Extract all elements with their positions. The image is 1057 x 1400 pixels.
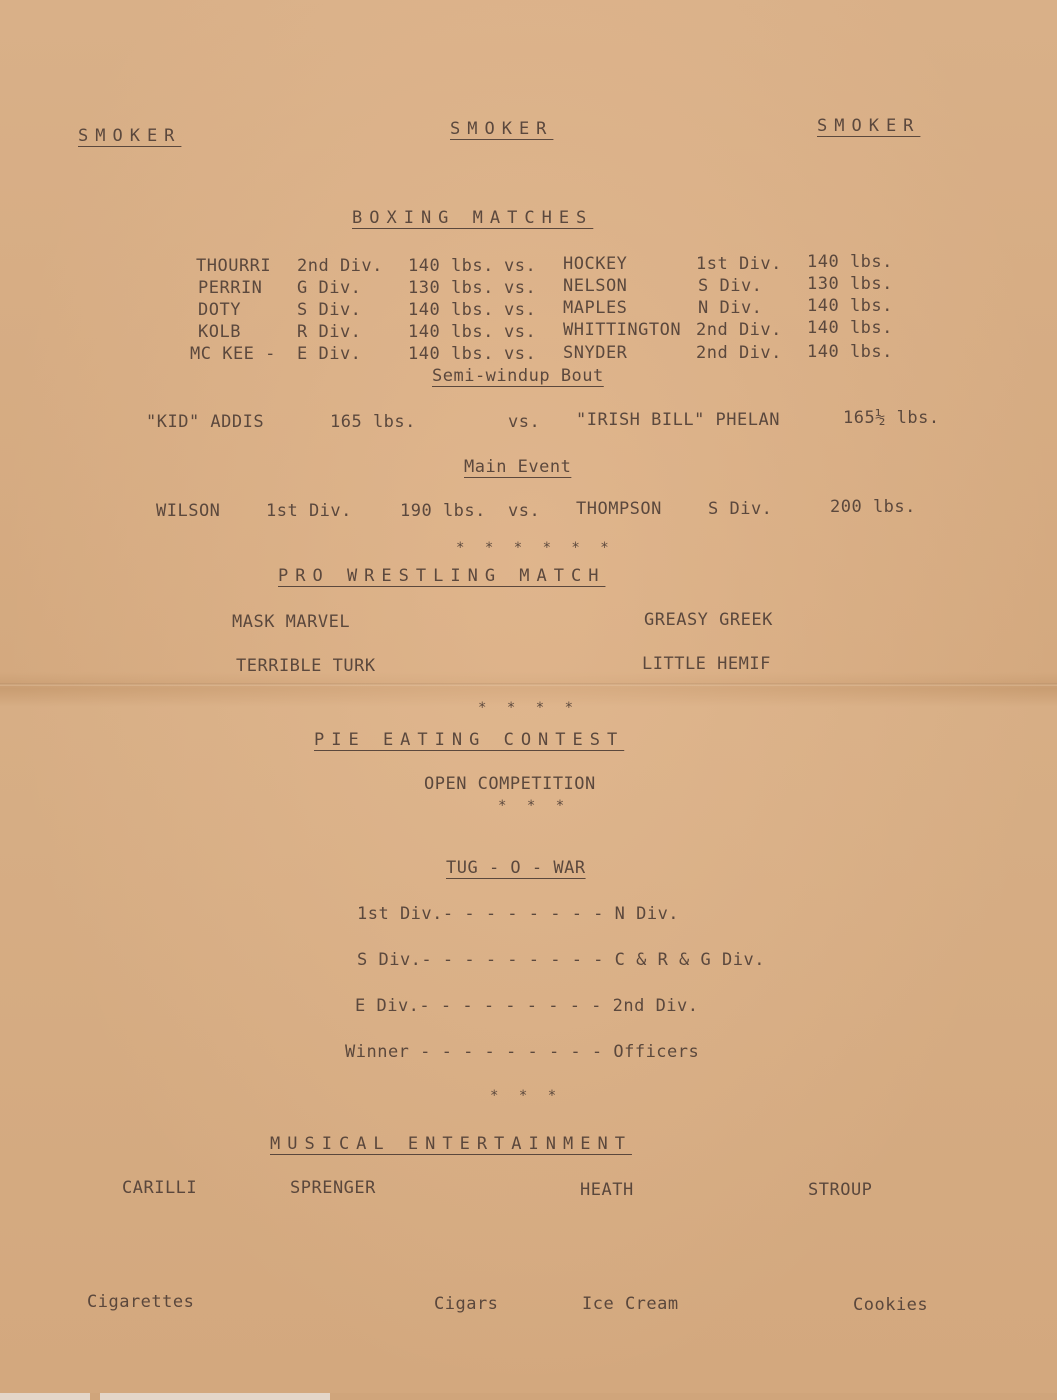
bout-fighter-2: MAPLES [563, 298, 628, 318]
bout-fighter-1: PERRIN [198, 278, 263, 298]
bout-division-2: 2nd Div. [696, 343, 782, 363]
musical-entertainment-title: MUSICAL ENTERTAINMENT [270, 1134, 632, 1154]
header-center-smoker: SMOKER [450, 119, 554, 139]
bout-weight-1: 130 lbs. [408, 278, 494, 298]
main-weight-2: 200 lbs. [830, 497, 916, 517]
bout-weight-1: 140 lbs. [408, 300, 494, 320]
pie-eating-subtitle: OPEN COMPETITION [424, 774, 596, 794]
semi-weight-1: 165 lbs. [330, 412, 416, 432]
bout-fighter-1: THOURRI [196, 256, 272, 276]
semi-windup-title: Semi-windup Bout [432, 366, 604, 386]
bout-vs: vs. [504, 278, 537, 298]
refreshment-item: Cookies [853, 1295, 929, 1315]
boxing-divider-stars: * * * * * * [456, 540, 615, 556]
bout-fighter-2: NELSON [563, 276, 628, 296]
musician-name: STROUP [808, 1180, 873, 1200]
bout-division-1: S Div. [297, 300, 362, 320]
bout-weight-1: 140 lbs. [408, 344, 494, 364]
bout-vs: vs. [504, 322, 537, 342]
bout-vs: vs. [504, 256, 537, 276]
tug-match-line: E Div.- - - - - - - - - 2nd Div. [355, 996, 699, 1016]
bout-division-2: N Div. [698, 298, 763, 318]
wrestler-right-1: GREASY GREEK [644, 610, 773, 630]
main-vs: vs. [508, 501, 541, 521]
bout-fighter-2: HOCKEY [563, 254, 628, 274]
main-event-title: Main Event [464, 457, 572, 477]
refreshment-item: Cigars [434, 1294, 499, 1314]
bout-division-2: S Div. [698, 276, 763, 296]
bout-weight-1: 140 lbs. [408, 322, 494, 342]
scan-edge-strip [0, 1393, 1057, 1400]
semi-fighter-2: "IRISH BILL" PHELAN [576, 410, 780, 430]
wrestling-title: PRO WRESTLING MATCH [278, 566, 606, 586]
pie-divider-stars: * * * [498, 798, 571, 814]
bout-division-1: 2nd Div. [297, 256, 383, 276]
main-fighter-1: WILSON [156, 501, 221, 521]
refreshment-item: Ice Cream [582, 1294, 679, 1314]
bout-division-1: G Div. [297, 278, 362, 298]
semi-fighter-1: "KID" ADDIS [146, 412, 265, 432]
semi-weight-2: 165½ lbs. [843, 408, 940, 428]
bout-weight-2: 140 lbs. [807, 296, 893, 316]
bout-fighter-1: DOTY [198, 300, 241, 320]
main-fighter-2: THOMPSON [576, 499, 662, 519]
pie-eating-title: PIE EATING CONTEST [314, 730, 625, 750]
musician-name: CARILLI [122, 1178, 198, 1198]
bout-fighter-1: KOLB [198, 322, 241, 342]
main-weight-1: 190 lbs. [400, 501, 486, 521]
bout-fighter-2: WHITTINGTON [563, 320, 682, 340]
bout-division-2: 1st Div. [696, 254, 782, 274]
wrestler-left-1: MASK MARVEL [232, 612, 351, 632]
semi-vs: vs. [508, 412, 541, 432]
wrestling-divider-stars: * * * * [478, 700, 580, 716]
tug-match-line: Winner - - - - - - - - - Officers [345, 1042, 700, 1062]
bout-weight-1: 140 lbs. [408, 256, 494, 276]
tug-match-line: 1st Div.- - - - - - - - N Div. [357, 904, 680, 924]
boxing-matches-title: BOXING MATCHES [352, 208, 594, 228]
bout-weight-2: 140 lbs. [807, 342, 893, 362]
main-division-1: 1st Div. [266, 501, 352, 521]
header-right-smoker: SMOKER [817, 116, 921, 136]
musician-name: SPRENGER [290, 1178, 376, 1198]
tug-match-line: S Div.- - - - - - - - - C & R & G Div. [357, 950, 765, 970]
bout-division-1: E Div. [297, 344, 362, 364]
bout-vs: vs. [504, 300, 537, 320]
bout-division-2: 2nd Div. [696, 320, 782, 340]
bout-weight-2: 130 lbs. [807, 274, 893, 294]
header-left-smoker: SMOKER [78, 126, 182, 146]
main-division-2: S Div. [708, 499, 773, 519]
bout-division-1: R Div. [297, 322, 362, 342]
wrestler-right-2: LITTLE HEMIF [642, 654, 771, 674]
musician-name: HEATH [580, 1180, 634, 1200]
bout-weight-2: 140 lbs. [807, 252, 893, 272]
tug-o-war-title: TUG - O - WAR [446, 858, 586, 878]
bout-fighter-2: SNYDER [563, 343, 628, 363]
bout-weight-2: 140 lbs. [807, 318, 893, 338]
paper-fold-crease [0, 683, 1057, 686]
bout-fighter-1: MC KEE - [190, 344, 276, 364]
wrestler-left-2: TERRIBLE TURK [236, 656, 376, 676]
bout-vs: vs. [504, 344, 537, 364]
tug-divider-stars: * * * [490, 1088, 563, 1104]
refreshment-item: Cigarettes [87, 1292, 195, 1312]
